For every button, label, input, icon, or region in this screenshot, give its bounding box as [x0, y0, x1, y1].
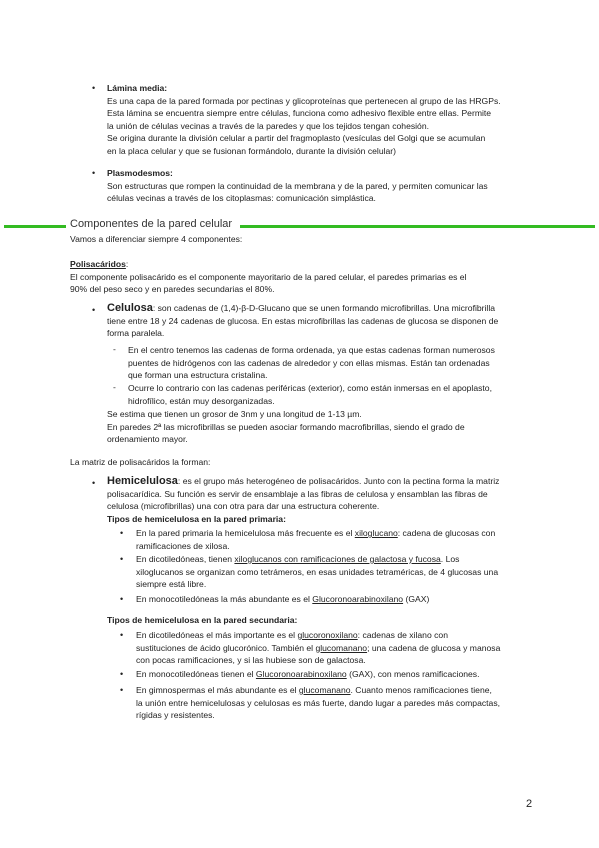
dash-bullet: -: [113, 382, 116, 392]
text-line: hidrofílico, están muy desorganizadas.: [128, 395, 275, 406]
text-span: . Los: [440, 554, 460, 564]
text-line: polisacarídica. Su función es servir de ensamblaje a las fibras de celulosa y ensamblan las fibras de: [107, 488, 488, 499]
text-span: En monocotiledóneas tienen el: [136, 669, 256, 679]
text-line: 90% del peso seco y en paredes secundarias el 80%.: [70, 284, 275, 295]
matriz-intro: La matriz de polisacáridos la forman:: [70, 457, 211, 467]
primaria-title: Tipos de hemicelulosa en la pared primaria:: [107, 513, 286, 524]
bullet: •: [92, 478, 96, 488]
text-line: en la placa celular y que se fusionan formándolo, durante la división celular): [107, 145, 397, 156]
text-line: ramificaciones de xilosa.: [136, 540, 230, 551]
text-span: En dicotiledóneas el más importante es el: [136, 630, 298, 640]
text-span: (GAX): [403, 594, 430, 604]
text-line: : es el grupo más heterogéneo de polisacáridos. Junto con la pectina forma la matriz: [177, 476, 500, 486]
term-xiloglucanos-ramificados: xiloglucanos con ramificaciones de galactosa y fucosa: [234, 554, 441, 564]
text-span: : cadena de glucosas con: [397, 528, 496, 538]
term-gax: Glucoronoarabinoxilano: [312, 594, 404, 604]
text-span: En monocotiledóneas la más abundante es el: [136, 594, 313, 604]
primaria-item: [136, 553, 498, 591]
section-intro: Vamos a diferenciar siempre 4 componentes:: [70, 234, 243, 244]
bullet: •: [120, 594, 124, 604]
term-glucomanano: glucomanano: [298, 685, 351, 695]
secundaria-item: [136, 684, 500, 722]
text-line: rígidas y resistentes.: [136, 710, 215, 721]
text-line: xiloglucanos se organizan como tetrámeros, en esas unidades tetraméricas, de 4 glucosas una: [136, 566, 499, 577]
text-span: (GAX), con menos ramificaciones.: [346, 669, 480, 679]
celulosa-after: [107, 408, 465, 446]
text-line: Son estructuras que rompen la continuidad de la membrana y de la pared, y permiten comunicar las: [107, 180, 488, 191]
hemicelulosa-title: Hemicelulosa: [107, 475, 178, 487]
celulosa-block: [107, 302, 498, 340]
primaria-item: [136, 593, 429, 606]
plasmodesmos-block: [107, 167, 488, 205]
polisacaridos-block: [70, 258, 466, 296]
secundaria-title: Tipos de hemicelulosa en la pared secundaria:: [107, 615, 298, 625]
term-glucomanano: glucomanano: [315, 642, 368, 653]
text-span: En la pared primaria la hemicelulosa más frecuente es el: [136, 528, 355, 538]
text-span: sustituciones de ácido glucorónico. También el: [136, 642, 316, 653]
bullet: •: [120, 554, 124, 564]
colon: :: [125, 259, 129, 269]
text-line: puentes de hidrógenos con las cadenas de alrededor y con ellas mismas. Están tan ordenadas: [128, 357, 490, 368]
secundaria-item: [136, 629, 500, 667]
hemicelulosa-block: [107, 475, 499, 525]
dash-bullet: -: [113, 344, 116, 354]
bullet: •: [120, 528, 124, 538]
lamina-media-title: Lámina media:: [107, 83, 168, 93]
celulosa-title: Celulosa: [107, 302, 153, 314]
text-line: tiene entre 18 y 24 cadenas de glucosa. En estas microfibrillas las cadenas de glucosa se disponen de: [107, 315, 499, 326]
term-xiloglucano: xiloglucano: [354, 528, 398, 538]
text-line: con pocas ramificaciones, y si las hubiese son de galactosa.: [136, 655, 366, 666]
text-line: células vecinas a través de los citoplasmas: comunicación simplástica.: [107, 193, 376, 204]
bullet: •: [120, 669, 124, 679]
plasmodesmos-title: Plasmodesmos:: [107, 168, 173, 178]
text-span: . Cuanto menos ramificaciones tiene,: [350, 685, 492, 695]
heading-rule-left: [4, 225, 66, 228]
secundaria-item: [136, 668, 479, 681]
text-span: En dicotiledóneas, tienen: [136, 554, 235, 564]
polisacaridos-title: Polisacáridos: [70, 259, 126, 269]
bullet: •: [92, 168, 96, 178]
text-line: la unión de células vecinas a través de la paredes y que los tejidos tengan cohesión.: [107, 120, 429, 131]
text-line: Es una capa de la pared formada por pectinas y glicoproteínas que pertenecen al grupo de las HRGPs.: [107, 95, 501, 106]
text-line: ordenamiento mayor.: [107, 434, 188, 445]
bullet: •: [92, 83, 96, 93]
text-line: que forman una estructura cristalina.: [128, 370, 268, 381]
text-span: : cadenas de xilano con: [357, 630, 448, 640]
text-line: Se estima que tienen un grosor de 3nm y una longitud de 1-13 µm.: [107, 409, 362, 419]
text-line: : son cadenas de (1,4)-β-D-Glucano que se unen formando microfibrillas. Una microfibrilla: [152, 303, 496, 313]
text-line: Esta lámina se encuentra siempre entre células, funciona como adhesivo flexible entre ellas. Permite: [107, 108, 492, 119]
heading-rule-right: [240, 225, 595, 228]
text-line: Se origina durante la división celular a partir del fragmoplasto (vesículas del Golgi que se acumulan: [107, 133, 486, 144]
text-span: ; una cadena de glucosa y manosa: [367, 642, 501, 653]
section-heading: Componentes de la pared celular: [70, 218, 233, 230]
text-span: En gimnospermas el más abundante es el: [136, 685, 299, 695]
primaria-item: [136, 527, 495, 552]
page-number: 2: [526, 798, 533, 810]
celulosa-dash-2: [128, 382, 492, 407]
term-glucoronoxilano: glucoronoxilano: [297, 630, 358, 640]
celulosa-dash-1: [128, 344, 495, 382]
bullet: •: [92, 305, 96, 315]
bullet: •: [120, 685, 124, 695]
lamina-media-block: [107, 82, 501, 158]
text-line: Ocurre lo contrario con las cadenas periféricas (exterior), como están inmersas en el apoplasto,: [128, 383, 492, 393]
bullet: •: [120, 630, 124, 640]
text-line: El componente polisacárido es el componente mayoritario de la pared celular, el paredes primarias es el: [70, 271, 467, 282]
text-line: forma paralela.: [107, 328, 165, 339]
text-line: En el centro tenemos las cadenas de forma ordenada, ya que estas cadenas forman numerosos: [128, 345, 495, 355]
text-line: celulosa (microfibrillas) una con otra para dar una estructura coherente.: [107, 501, 380, 512]
term-gax: Glucoronoarabinoxilano: [255, 669, 347, 679]
text-line: En paredes 2ª las microfibrillas se pueden asociar formando macrofibrillas, siendo el grado de: [107, 421, 465, 432]
text-line: la unión entre hemicelulosas y celulosas es más fuerte, dando lugar a paredes más compactas,: [136, 697, 501, 708]
text-line: siempre está libre.: [136, 579, 207, 590]
